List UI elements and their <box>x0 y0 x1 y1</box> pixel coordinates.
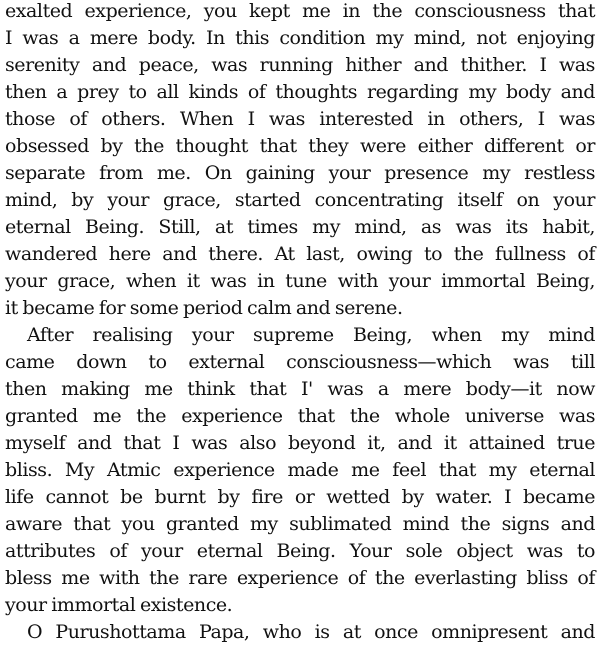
text-line: After realising your supreme Being, when my mind <box>27 324 595 346</box>
text-line: those of others. When I was interested in others, I was <box>5 108 595 130</box>
text-line: then a prey to all kinds of thoughts regarding my body and <box>5 81 595 103</box>
text-line: bliss. My Atmic experience made me feel that my eternal <box>5 459 595 481</box>
text-line: wandered here and there. At last, owing to the fullness of <box>5 243 595 265</box>
text-line: exalted experience, you kept me in the consciousness that <box>5 0 595 22</box>
text-line: aware that you granted my sublimated mind the signs and <box>5 513 595 535</box>
text-line: life cannot be burnt by fire or wetted by water. I became <box>5 486 595 508</box>
text-line: O Purushottama Papa, who is at once omnipresent and <box>27 621 595 643</box>
text-line: came down to external consciousness—which was till <box>5 351 595 373</box>
text-line: your grace, when it was in tune with your immortal Being, <box>5 270 595 292</box>
text-line: separate from me. On gaining your presence my restless <box>5 162 595 184</box>
text-line: myself and that I was also beyond it, and it attained true <box>5 432 595 454</box>
text-line: it became for some period calm and serene. <box>5 297 403 319</box>
text-line: bless me with the rare experience of the everlasting bliss of <box>5 567 595 589</box>
text-line: eternal Being. Still, at times my mind, as was its habit, <box>5 216 595 238</box>
text-line: obsessed by the thought that they were either different or <box>5 135 595 157</box>
text-line: granted me the experience that the whole universe was <box>5 405 595 427</box>
text-line: I was a mere body. In this condition my mind, not enjoying <box>5 27 595 49</box>
text-line: mind, by your grace, started concentrating itself on your <box>5 189 595 211</box>
text-line: serenity and peace, was running hither and thither. I was <box>5 54 595 76</box>
text-line: then making me think that I' was a mere body—it now <box>5 378 595 400</box>
text-line: attributes of your eternal Being. Your sole object was to <box>5 540 595 562</box>
text-line: your immortal existence. <box>5 594 233 616</box>
